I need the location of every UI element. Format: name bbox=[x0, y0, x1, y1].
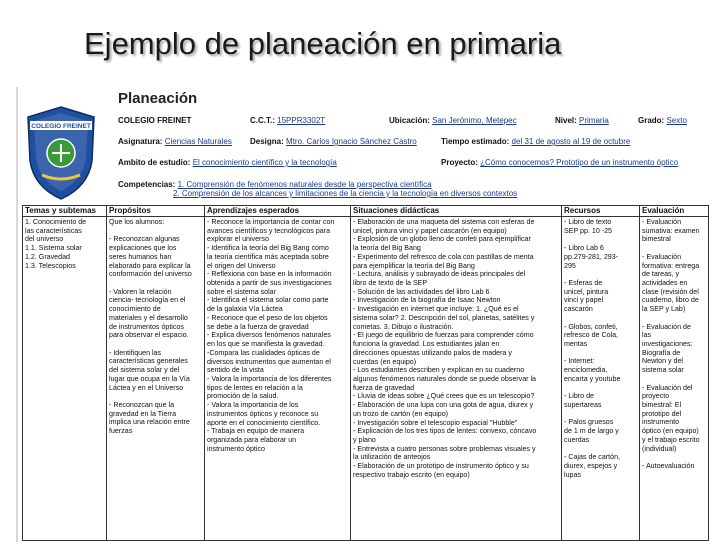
planning-table bbox=[22, 205, 709, 541]
level-field: Nivel: Primaria bbox=[555, 116, 609, 125]
cell-line: - Valora la importancia de los bbox=[207, 401, 299, 410]
cell-line: - Explicación de los tres tipos de lentes: convexo, cóncavo bbox=[353, 427, 537, 436]
cell-line: seres humanos han bbox=[109, 252, 172, 261]
table-header-row bbox=[23, 206, 709, 217]
cell-propositos bbox=[107, 217, 205, 541]
cell-line: diversos instrumentos que aumentan el bbox=[207, 357, 331, 366]
cell-line: cascarón bbox=[564, 305, 593, 314]
cell-line: - Evaluación bbox=[642, 252, 682, 261]
cell-line: - Elaboración de una lupa con una gota de agua, diurex y bbox=[353, 401, 534, 410]
cell-line: las características bbox=[25, 226, 82, 235]
cell-line: avances científicos y tecnológicos para bbox=[207, 226, 331, 235]
cell-line: - Esferas de bbox=[564, 278, 603, 287]
document-heading: Planeación bbox=[118, 90, 198, 107]
cell-line: formativa: entrega bbox=[642, 261, 700, 270]
cell-line: bimestral bbox=[642, 235, 671, 244]
cell-line: cuerdas (en equipo) bbox=[353, 357, 417, 366]
cell-line: del sistema solar y del bbox=[109, 366, 180, 375]
school-name: COLEGIO FREINET bbox=[118, 116, 192, 125]
cell-line: sentido de la vista bbox=[207, 366, 264, 375]
cell-line: conformación del universo bbox=[109, 270, 192, 279]
shield-logo-icon bbox=[22, 103, 100, 203]
cell-line: de instrumentos ópticos bbox=[109, 322, 184, 331]
cell-aprendizajes bbox=[205, 217, 351, 541]
cell-line: - Trabaja en equipo de manera bbox=[207, 427, 305, 436]
cell-line: vinci y papel bbox=[564, 296, 604, 305]
scope-field: Ambito de estudio: El conocimiento científico y la tecnología bbox=[118, 158, 337, 167]
cell-line: sobre el sistema solar bbox=[207, 287, 276, 296]
cell-line: de la galaxia Vía Láctea bbox=[207, 305, 283, 314]
subject-value: Ciencias Naturales bbox=[164, 137, 232, 146]
cell-line: Biografía de bbox=[642, 348, 681, 357]
cell-line: diurex, espejos y bbox=[564, 461, 618, 470]
cell-line: cuerdas bbox=[564, 435, 590, 444]
cell-line: y el trabajo escrito bbox=[642, 435, 700, 444]
cell-line: - Identifiquen las bbox=[109, 348, 162, 357]
cell-line: sistema solar? 2. Descripción del sol, planetas, satélites y bbox=[353, 313, 535, 322]
cell-line: - Elaboración de un prototipo de instrumento óptico y su bbox=[353, 462, 529, 471]
cell-recursos bbox=[562, 217, 640, 541]
cell-line: Que los alumnos: bbox=[109, 218, 165, 226]
cell-temas bbox=[23, 217, 107, 541]
cell-line: explorar el universo bbox=[207, 235, 269, 244]
cell-line: - Internet: bbox=[564, 357, 595, 366]
cell-spacer bbox=[564, 445, 637, 454]
cell-line: - Valoren la relación bbox=[109, 287, 172, 296]
cell-line: - Evaluación bbox=[642, 218, 682, 226]
cell-line: mentas bbox=[564, 339, 588, 348]
cell-evaluacion bbox=[640, 217, 709, 541]
cell-line: funciona la gravedad. Los estudiantes jalan en bbox=[353, 340, 500, 349]
header-situaciones: Situaciones didácticas bbox=[351, 206, 562, 217]
cell-line: obtenida a partir de sus investigaciones bbox=[207, 279, 332, 288]
cell-line: - Reconoce la importancia de contar con bbox=[207, 218, 335, 226]
level-value: Primaria bbox=[579, 116, 609, 125]
table-row bbox=[23, 217, 709, 541]
header-propositos: Propósitos bbox=[107, 206, 205, 217]
cell-line: de tareas, y bbox=[642, 270, 680, 279]
cell-line: - Lectura, análisis y subrayado de ideas principales del bbox=[353, 270, 526, 279]
cell-spacer bbox=[564, 410, 637, 419]
cell-line: unicel, pintura vinci y papel cascarón (en equipo) bbox=[353, 226, 507, 235]
header-evaluacion: Evaluación bbox=[640, 206, 709, 217]
cell-line: del universo bbox=[25, 235, 64, 244]
cell-line: gravedad en la Tierra bbox=[109, 409, 177, 418]
cell-spacer bbox=[642, 453, 706, 462]
cell-line: - Reflexiona con base en la información bbox=[207, 270, 332, 279]
cell-line: lupas bbox=[564, 470, 581, 479]
cell-line: - Palos gruesos bbox=[564, 418, 614, 427]
cell-situaciones bbox=[351, 217, 562, 541]
cell-line: clase (revisión del bbox=[642, 287, 699, 296]
cell-line: se debe a la fuerza de gravedad bbox=[207, 322, 309, 331]
cell-line: investigaciones: bbox=[642, 340, 693, 348]
cell-line: el origen del Universo bbox=[207, 261, 276, 270]
cell-spacer bbox=[642, 244, 706, 253]
location-field: Ubicación: San Jerónimo, Metepec bbox=[389, 116, 517, 125]
cell-line: - Reconozcan que la bbox=[109, 400, 175, 409]
subject-field: Asignatura: Ciencias Naturales bbox=[118, 137, 232, 146]
cell-line: fuerzas bbox=[109, 427, 133, 436]
cell-line: instrumento óptico bbox=[207, 444, 265, 453]
time-field: Tiempo estimado: del 31 de agosto al 19 de octubre bbox=[441, 137, 631, 146]
cell-line: - Globos, confeti, bbox=[564, 322, 618, 331]
cell-line: cuaderno, libro de bbox=[642, 296, 699, 305]
cell-line: la teoría del Big Bang bbox=[353, 244, 421, 253]
cell-line: refresco de Cola, bbox=[564, 331, 619, 340]
project-value: ¿Cómo conocemos? Prototipo de un instrumento óptico bbox=[480, 158, 679, 167]
cell-line: proyecto bbox=[642, 392, 670, 401]
cell-line: sumativa: examen bbox=[642, 226, 700, 235]
cell-line: las bbox=[642, 331, 652, 340]
cell-line: - Investigación en internet que incluye: 1. ¿Qué es el bbox=[353, 305, 519, 314]
cell-line: instrumento bbox=[642, 418, 680, 427]
cell-line: - Evaluación de bbox=[642, 322, 691, 331]
cell-line: algunos fenómenos naturales donde se puede observar la bbox=[353, 374, 536, 383]
cell-line: - Autoevaluación bbox=[642, 462, 695, 470]
cell-line: SEP pp. 10 -25 bbox=[564, 226, 612, 235]
cell-spacer bbox=[564, 270, 637, 279]
cell-line: - Solución de las actividades del libro Lab 6 bbox=[353, 287, 490, 296]
school-logo bbox=[22, 103, 100, 203]
cell-line: óptico (en equipo) bbox=[642, 427, 699, 436]
cell-line: Newton y del bbox=[642, 357, 684, 366]
cct-field: C.C.T.: 15PPR3302T bbox=[250, 116, 326, 125]
competency-2: 2. Comprensión de los alcances y limitaciones de la ciencia y la tecnología en diversos contextos bbox=[173, 189, 518, 198]
cell-line: la utilización de anteojos bbox=[353, 453, 431, 462]
cell-line: implica una relación entre bbox=[109, 418, 190, 427]
header-temas: Temas y subtemas bbox=[23, 206, 107, 217]
grade-field: Grado: Sexto bbox=[638, 116, 687, 125]
cell-line: elaborado para explicar la bbox=[109, 261, 191, 270]
cell-line: enciclomedia, bbox=[564, 366, 608, 375]
cell-line: 295 bbox=[564, 261, 576, 270]
cell-spacer bbox=[109, 227, 202, 236]
cell-line: la teoría científica más aceptada sobre bbox=[207, 252, 329, 261]
header-recursos: Recursos bbox=[562, 206, 640, 217]
cell-line: - Identifica el sistema solar como parte bbox=[207, 296, 329, 305]
cell-line: materiales y el desarrollo bbox=[109, 313, 188, 322]
cell-line: - Los estudiantes describen y explican en su cuaderno bbox=[353, 366, 525, 375]
cell-line: - Libro de bbox=[564, 392, 594, 401]
cell-line: bimestral: El bbox=[642, 401, 682, 409]
cell-line: 1.2. Gravedad bbox=[25, 252, 70, 261]
cell-line: conocimiento de bbox=[109, 305, 161, 314]
cell-line: - Experimento del refresco de cola con pastillas de menta bbox=[353, 252, 534, 261]
cell-line: unicel, pintura bbox=[564, 287, 609, 296]
cell-line: - Explica diversos fenómenos naturales bbox=[207, 331, 331, 340]
cell-line: - El juego de equilibrio de fuerzas para comprender cómo bbox=[353, 331, 534, 340]
grade-value: Sexto bbox=[666, 116, 687, 125]
cell-line: - Libro Lab 6 bbox=[564, 244, 604, 253]
cell-line: - Elaboración de una maqueta del sistema con esferas de bbox=[353, 218, 535, 226]
cell-spacer bbox=[564, 314, 637, 323]
cell-line: - Investigación sobre el telescopio espacial "Hubble" bbox=[353, 418, 518, 427]
cell-spacer bbox=[564, 384, 637, 393]
cell-line: supertareas bbox=[564, 400, 602, 409]
cell-line: explicaciones que los bbox=[109, 244, 177, 253]
cell-line: sistema solar bbox=[642, 366, 684, 375]
cell-line: - Evaluación del bbox=[642, 383, 693, 392]
cell-line: prototipo del bbox=[642, 409, 682, 418]
cell-line: - Lluvia de ideas sobre ¿Qué crees que es un telescopio? bbox=[353, 392, 535, 401]
time-value: del 31 de agosto al 19 de octubre bbox=[511, 137, 631, 146]
cell-line: direcciones opuestas utilizando palos de madera y bbox=[353, 348, 512, 357]
cell-line: libro de texto de la SEP bbox=[353, 279, 428, 288]
cell-line: ciencia- tecnología en el bbox=[109, 296, 186, 305]
cell-spacer bbox=[109, 340, 202, 349]
header-aprendizajes: Aprendizajes esperados bbox=[205, 206, 351, 217]
cell-line: para observar el espacio. bbox=[109, 331, 189, 340]
cell-line: y plano bbox=[353, 435, 376, 444]
cell-line: - Reconozcan algunas bbox=[109, 235, 180, 244]
cell-line: 1. Conocimiento de bbox=[25, 218, 87, 226]
cell-spacer bbox=[642, 314, 706, 323]
cell-line: - Libro de texto bbox=[564, 218, 612, 226]
logo-text: COLEGIO FREINET bbox=[31, 123, 91, 130]
cell-line: encarta y youtube bbox=[564, 374, 621, 383]
cell-line: 1.1. Sistema solar bbox=[25, 244, 82, 253]
teacher-value: Mtro. Carlos Ignacio Sánchez Castro bbox=[286, 137, 417, 146]
cell-line: - Identifica la teoría del Big Bang como bbox=[207, 244, 329, 253]
slide-title: Ejemplo de planeación en primaria bbox=[84, 26, 562, 61]
cell-line: en los que se manifiesta la gravedad. bbox=[207, 340, 325, 349]
cell-line: - Explosión de un globo lleno de confeti para ejemplificar bbox=[353, 235, 531, 244]
competencies-field: Competencias: 1. Comprensión de fenómenos naturales desde la perspectiva científica bbox=[118, 180, 432, 189]
cell-line: Láctea y en el Universo bbox=[109, 383, 184, 392]
cell-line: - Cajas de cartón, bbox=[564, 453, 620, 462]
competency-2-row bbox=[173, 190, 517, 198]
cell-line: 1.3. Telescopios bbox=[25, 261, 76, 270]
cell-spacer bbox=[109, 392, 202, 401]
cell-line: un trozo de cartón (en equipo) bbox=[353, 409, 449, 418]
cell-spacer bbox=[564, 349, 637, 358]
cell-line: para ejemplificar la teoría del Big Bang bbox=[353, 261, 475, 270]
cell-line: - Valora la importancia de los diferentes bbox=[207, 374, 332, 383]
cell-line: fuerza de gravedad bbox=[353, 383, 415, 392]
cell-line: aporte en el conocimiento científico. bbox=[207, 418, 321, 427]
cell-spacer bbox=[642, 375, 706, 384]
cell-line: - Reconoce que el peso de los objetos bbox=[207, 313, 328, 322]
cell-line: -Compara las cualidades ópticas de bbox=[207, 348, 320, 357]
cell-line: respectivo trabajo escrito (en equipo) bbox=[353, 470, 470, 479]
cell-line: cometas. 3. Dibujo o ilustración. bbox=[353, 322, 454, 331]
location-value: San Jerónimo, Metepec bbox=[432, 116, 517, 125]
cell-line: pp.279-281, 293- bbox=[564, 252, 619, 261]
teacher-field: Designa: Mtro. Carlos Ignacio Sánchez Castro bbox=[250, 137, 417, 146]
cell-line: actividades en bbox=[642, 279, 688, 287]
cell-line: la SEP y Lab) bbox=[642, 305, 686, 314]
cell-line: instrumentos ópticos y reconoce su bbox=[207, 409, 319, 418]
cell-line: (individual) bbox=[642, 444, 677, 453]
cell-line: de 1 m de largo y bbox=[564, 427, 619, 436]
cell-line: tipos de lentes en relación a la bbox=[207, 383, 303, 392]
competency-1: 1. Comprensión de fenómenos naturales desde la perspectiva científica bbox=[177, 180, 432, 189]
cell-line: organizada para elaborar un bbox=[207, 435, 297, 444]
project-field: Proyecto: ¿Cómo conocemos? Prototipo de un instrumento óptico bbox=[441, 158, 679, 167]
cell-line: lugar que ocupa en la Vía bbox=[109, 374, 190, 383]
cell-spacer bbox=[109, 279, 202, 288]
cell-line: promoción de la salud. bbox=[207, 392, 279, 401]
cell-line: - Entrevista a cuatro personas sobre problemas visuales y bbox=[353, 444, 536, 453]
cct-value: 15PPR3302T bbox=[277, 116, 326, 125]
cell-line: - Investigación de la biografía de Isaac Newton bbox=[353, 296, 501, 305]
scope-value: El conocimiento científico y la tecnología bbox=[192, 158, 337, 167]
cell-line: características generales bbox=[109, 357, 188, 366]
cell-spacer bbox=[564, 235, 637, 244]
